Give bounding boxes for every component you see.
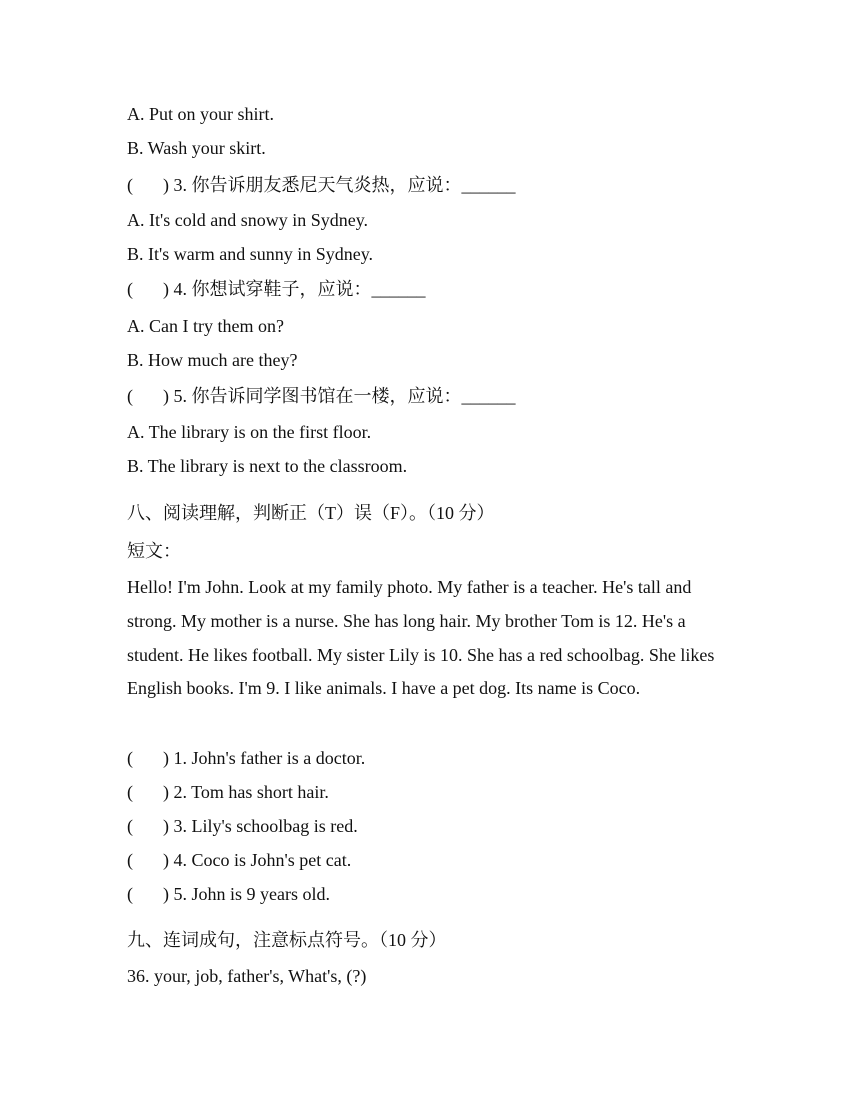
q5-text: ) 5. 你告诉同学图书馆在一楼，应说：______ (163, 386, 516, 406)
q3-option-a: A. It's cold and snowy in Sydney. (127, 210, 369, 230)
q2-option-a: A. Put on your shirt. (127, 104, 275, 124)
q2-option-b: B. Wash your skirt. (127, 138, 266, 158)
answer-paren: ( (127, 175, 133, 195)
question-36: 36. your, job, father's, What's, (?) (127, 966, 367, 986)
statement-2 (127, 781, 329, 803)
q4-text: ) 4. 你想试穿鞋子，应说：______ (163, 279, 426, 299)
statement-text: ) 1. John's father is a doctor. (163, 748, 366, 768)
reading-passage: Hello! I'm John. Look at my family photo. My father is a teacher. He's tall and strong. My mother is a nurse. She has long hair. My brother Tom is 12. He's a student. He likes football. My sister Lily is 10. She has a red schoolbag. She likes English books. I'm 9. I like animals. I have a pet dog. Its name is Coco. (127, 577, 715, 699)
statement-5 (127, 883, 330, 905)
statement-text: ) 5. John is 9 years old. (163, 884, 330, 904)
q5-option-a: A. The library is on the first floor. (127, 422, 372, 442)
answer-paren: ( (127, 884, 133, 904)
answer-paren: ( (127, 748, 133, 768)
q4-prompt (127, 278, 426, 300)
answer-paren: ( (127, 782, 133, 802)
statement-text: ) 3. Lily's schoolbag is red. (163, 816, 358, 836)
statement-text: ) 2. Tom has short hair. (163, 782, 329, 802)
statement-text: ) 4. Coco is John's pet cat. (163, 850, 352, 870)
q3-text: ) 3. 你告诉朋友悉尼天气炎热，应说：______ (163, 175, 516, 195)
statement-1 (127, 747, 365, 769)
statement-4 (127, 849, 351, 871)
q3-option-b: B. It's warm and sunny in Sydney. (127, 244, 374, 264)
answer-paren: ( (127, 386, 133, 406)
q4-option-a: A. Can I try them on? (127, 316, 284, 336)
answer-paren: ( (127, 816, 133, 836)
q4-option-b: B. How much are they? (127, 350, 298, 370)
section9-heading: 九、连词成句，注意标点符号。（10 分） (127, 930, 447, 950)
q5-prompt (127, 385, 516, 407)
q3-prompt (127, 174, 516, 196)
answer-paren: ( (127, 850, 133, 870)
section8-heading: 八、阅读理解，判断正（T）误（F）。（10 分） (127, 503, 495, 523)
answer-paren: ( (127, 279, 133, 299)
q5-option-b: B. The library is next to the classroom. (127, 456, 408, 476)
passage-label: 短文： (127, 541, 181, 561)
statement-3 (127, 815, 358, 837)
